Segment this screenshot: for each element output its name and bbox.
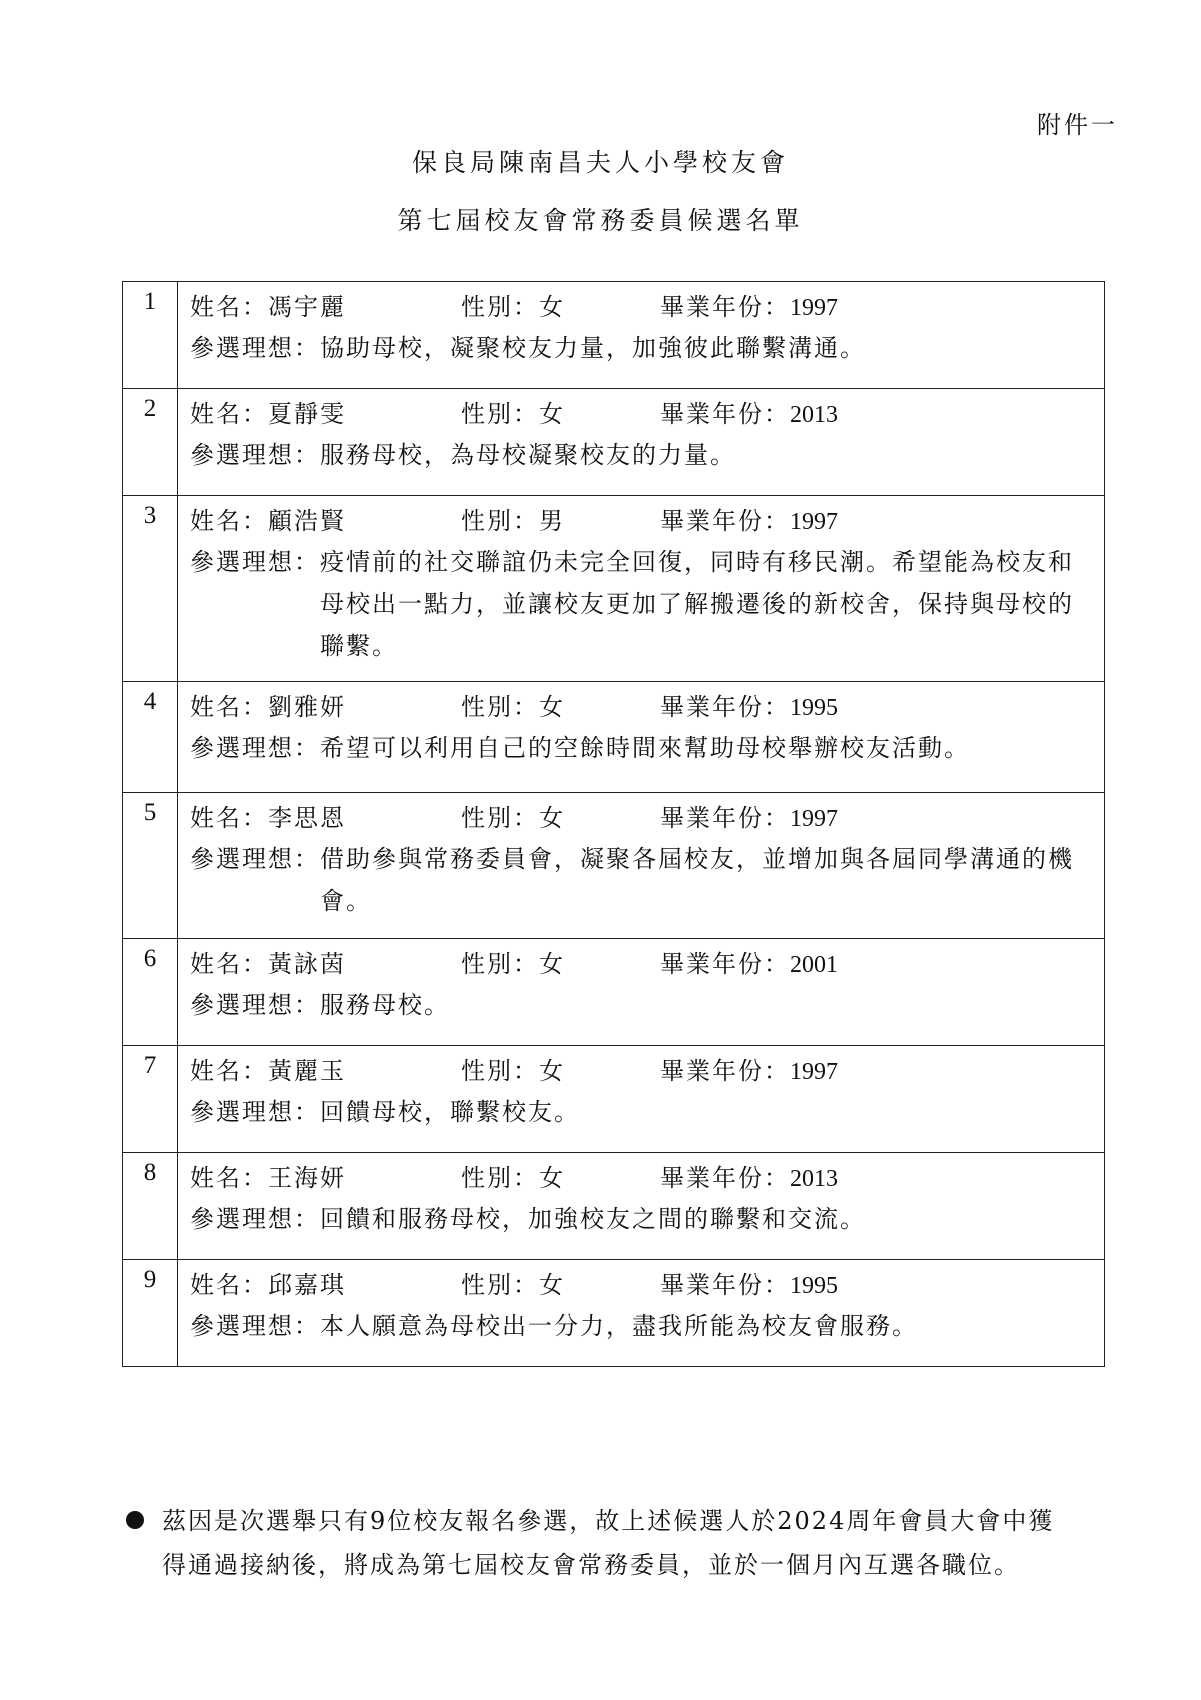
- candidate-gender: 男: [539, 507, 565, 535]
- gender-label: 性別：: [461, 693, 539, 721]
- name-field: [190, 1158, 461, 1198]
- candidate-row: [123, 389, 1105, 496]
- candidate-details: [178, 939, 1105, 1046]
- candidate-row: [123, 939, 1105, 1046]
- candidate-grad-year: 1997: [790, 806, 838, 832]
- document-title: 保良局陳南昌夫人小學校友會: [411, 148, 789, 177]
- gender-field: [461, 1158, 660, 1198]
- aspiration-label: 參選理想：: [190, 441, 320, 469]
- candidate-aspiration: 疫情前的社交聯誼仍未完全回復，同時有移民潮。希望能為校友和母校出一點力，並讓校友更加了解搬遷後的新校舍，保持與母校的聯繫。: [320, 548, 1074, 660]
- grad-year-field: [660, 944, 838, 984]
- candidate-details: [178, 793, 1105, 939]
- candidate-name: 劉雅妍: [268, 693, 346, 721]
- candidate-aspiration: 協助母校，凝聚校友力量，加強彼此聯繫溝通。: [320, 334, 866, 362]
- grad-year-field: [660, 798, 838, 838]
- candidate-row: [123, 1153, 1105, 1260]
- name-label: 姓名：: [190, 400, 268, 428]
- candidate-aspiration: 服務母校，為母校凝聚校友的力量。: [320, 441, 736, 469]
- candidate-aspiration: 回饋母校，聯繫校友。: [320, 1098, 580, 1126]
- candidate-gender: 女: [539, 804, 565, 832]
- name-label: 姓名：: [190, 1057, 268, 1085]
- candidate-name: 邱嘉琪: [268, 1271, 346, 1299]
- name-field: [190, 944, 461, 984]
- grad-year-label: 畢業年份：: [660, 1271, 790, 1299]
- candidate-grad-year: 1997: [790, 509, 838, 535]
- candidate-name: 馮宇麗: [268, 293, 346, 321]
- grad-year-label: 畢業年份：: [660, 1057, 790, 1085]
- candidate-aspiration: 服務母校。: [320, 991, 450, 1019]
- candidate-number: 7: [123, 1046, 178, 1153]
- aspiration-label: 參選理想：: [190, 1098, 320, 1126]
- candidate-aspiration: 回饋和服務母校，加強校友之間的聯繫和交流。: [320, 1205, 866, 1233]
- candidate-grad-year: 2013: [790, 1166, 838, 1192]
- name-field: [190, 798, 461, 838]
- candidate-number: 9: [123, 1260, 178, 1367]
- candidate-name: 李思恩: [268, 804, 346, 832]
- gender-field: [461, 394, 660, 434]
- candidate-details: [178, 282, 1105, 389]
- grad-year-label: 畢業年份：: [660, 950, 790, 978]
- candidate-row: [123, 1046, 1105, 1153]
- candidate-details: [178, 682, 1105, 793]
- grad-year-label: 畢業年份：: [660, 693, 790, 721]
- grad-year-label: 畢業年份：: [660, 1164, 790, 1192]
- candidate-details: [178, 1046, 1105, 1153]
- gender-label: 性別：: [461, 507, 539, 535]
- gender-label: 性別：: [461, 804, 539, 832]
- candidate-gender: 女: [539, 1271, 565, 1299]
- candidate-number: 8: [123, 1153, 178, 1260]
- candidate-grad-year: 2001: [790, 952, 838, 978]
- gender-label: 性別：: [461, 400, 539, 428]
- aspiration-label: 參選理想：: [190, 334, 320, 362]
- grad-year-field: [660, 687, 838, 727]
- gender-label: 性別：: [461, 950, 539, 978]
- candidate-gender: 女: [539, 400, 565, 428]
- name-label: 姓名：: [190, 293, 268, 321]
- grad-year-field: [660, 1158, 838, 1198]
- bullet-icon: [126, 1511, 144, 1529]
- name-field: [190, 1051, 461, 1091]
- candidate-row: [123, 793, 1105, 939]
- name-field: [190, 687, 461, 727]
- name-label: 姓名：: [190, 507, 268, 535]
- candidate-aspiration: 希望可以利用自己的空餘時間來幫助母校舉辦校友活動。: [320, 734, 970, 762]
- footnote: [126, 1499, 1116, 1587]
- grad-year-label: 畢業年份：: [660, 804, 790, 832]
- candidate-aspiration: 借助參與常務委員會，凝聚各屆校友，並增加與各屆同學溝通的機會。: [320, 845, 1074, 915]
- candidate-row: [123, 282, 1105, 389]
- grad-year-label: 畢業年份：: [660, 400, 790, 428]
- candidate-name: 黃麗玉: [268, 1057, 346, 1085]
- candidate-name: 顧浩賢: [268, 507, 346, 535]
- name-label: 姓名：: [190, 950, 268, 978]
- candidate-details: [178, 1260, 1105, 1367]
- gender-label: 性別：: [461, 293, 539, 321]
- document-subtitle: 第七屆校友會常務委員候選名單: [397, 206, 804, 235]
- candidate-gender: 女: [539, 1164, 565, 1192]
- candidate-details: [178, 496, 1105, 682]
- aspiration-label: 參選理想：: [190, 1312, 320, 1340]
- name-field: [190, 1265, 461, 1305]
- candidate-row: [123, 496, 1105, 682]
- candidate-gender: 女: [539, 1057, 565, 1085]
- gender-field: [461, 687, 660, 727]
- grad-year-field: [660, 501, 838, 541]
- candidate-grad-year: 1995: [790, 695, 838, 721]
- candidate-grad-year: 1997: [790, 1059, 838, 1085]
- grad-year-field: [660, 1265, 838, 1305]
- candidate-gender: 女: [539, 950, 565, 978]
- candidate-number: 4: [123, 682, 178, 793]
- candidate-grad-year: 2013: [790, 402, 838, 428]
- gender-field: [461, 1051, 660, 1091]
- aspiration-label: 參選理想：: [190, 548, 320, 576]
- name-label: 姓名：: [190, 1164, 268, 1192]
- gender-label: 性別：: [461, 1164, 539, 1192]
- name-label: 姓名：: [190, 1271, 268, 1299]
- candidate-row: [123, 682, 1105, 793]
- aspiration-label: 參選理想：: [190, 991, 320, 1019]
- candidate-grad-year: 1995: [790, 1273, 838, 1299]
- gender-field: [461, 944, 660, 984]
- gender-label: 性別：: [461, 1057, 539, 1085]
- name-label: 姓名：: [190, 693, 268, 721]
- candidate-number: 5: [123, 793, 178, 939]
- footnote-line-2: 得通過接納後，將成為第七屆校友會常務委員，並於一個月內互選各職位。: [162, 1551, 1020, 1579]
- name-field: [190, 287, 461, 327]
- candidate-aspiration: 本人願意為母校出一分力，盡我所能為校友會服務。: [320, 1312, 918, 1340]
- name-field: [190, 394, 461, 434]
- candidate-name: 黃詠茵: [268, 950, 346, 978]
- gender-field: [461, 1265, 660, 1305]
- grad-year-field: [660, 1051, 838, 1091]
- grad-year-field: [660, 394, 838, 434]
- candidate-number: 1: [123, 282, 178, 389]
- attachment-label: 附件一: [1037, 111, 1118, 139]
- gender-field: [461, 501, 660, 541]
- gender-label: 性別：: [461, 1271, 539, 1299]
- candidate-gender: 女: [539, 693, 565, 721]
- gender-field: [461, 287, 660, 327]
- grad-year-label: 畢業年份：: [660, 507, 790, 535]
- candidate-number: 3: [123, 496, 178, 682]
- aspiration-label: 參選理想：: [190, 734, 320, 762]
- name-label: 姓名：: [190, 804, 268, 832]
- candidate-name: 夏靜雯: [268, 400, 346, 428]
- candidate-row: [123, 1260, 1105, 1367]
- aspiration-label: 參選理想：: [190, 845, 320, 873]
- grad-year-label: 畢業年份：: [660, 293, 790, 321]
- candidate-number: 2: [123, 389, 178, 496]
- grad-year-field: [660, 287, 838, 327]
- footnote-line-1: 茲因是次選舉只有9位校友報名參選，故上述候選人於2024周年會員大會中獲: [162, 1507, 1055, 1535]
- gender-field: [461, 798, 660, 838]
- candidate-name: 王海妍: [268, 1164, 346, 1192]
- aspiration-label: 參選理想：: [190, 1205, 320, 1233]
- candidate-gender: 女: [539, 293, 565, 321]
- candidate-number: 6: [123, 939, 178, 1046]
- candidate-details: [178, 389, 1105, 496]
- name-field: [190, 501, 461, 541]
- candidate-table: [122, 281, 1105, 1367]
- candidate-details: [178, 1153, 1105, 1260]
- candidate-grad-year: 1997: [790, 295, 838, 321]
